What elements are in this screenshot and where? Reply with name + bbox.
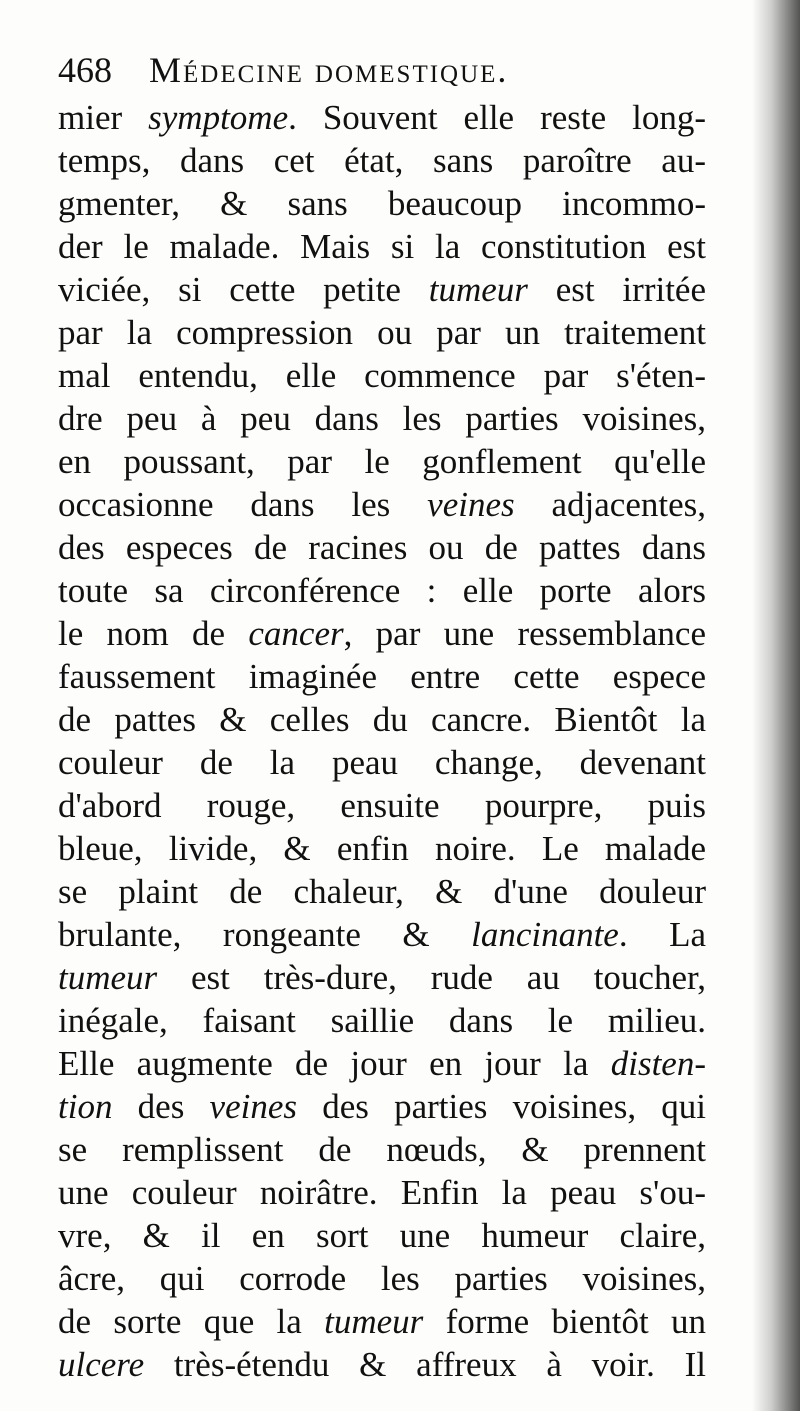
text-line	[58, 1257, 706, 1300]
text-segment: viciée, si cette petite	[58, 270, 429, 309]
text-segment: des especes de racines ou de pattes dans	[58, 528, 706, 567]
text-segment: forme bientôt un	[423, 1302, 706, 1341]
text-line	[58, 354, 706, 397]
text-line	[58, 1171, 706, 1214]
text-segment: toute sa circonférence : elle porte alors	[58, 571, 706, 610]
text-line	[58, 440, 706, 483]
italic-word: tion	[58, 1087, 113, 1126]
text-segment: âcre, qui corrode les parties voisines,	[58, 1259, 706, 1298]
text-line	[58, 268, 706, 311]
text-segment: est irritée	[527, 270, 706, 309]
text-segment: . Souvent elle reste long-	[288, 98, 706, 137]
text-line	[58, 784, 706, 827]
text-line	[58, 956, 706, 999]
text-line	[58, 612, 706, 655]
text-segment: gmenter, & sans beaucoup incommo-	[58, 184, 706, 223]
text-line	[58, 870, 706, 913]
text-segment: inégale, faisant saillie dans le milieu.	[58, 1001, 706, 1040]
text-segment: faussement imaginée entre cette espece	[58, 657, 706, 696]
italic-word: veines	[427, 485, 515, 524]
text-segment: dre peu à peu dans les parties voisines,	[58, 399, 706, 438]
text-segment: très-étendu & affreux à voir. Il	[144, 1345, 706, 1384]
text-line	[58, 698, 706, 741]
italic-word: lancinante	[471, 915, 619, 954]
text-segment: des parties voisines, qui	[297, 1087, 706, 1126]
page-edge-shadow	[752, 0, 800, 1411]
italic-word: tumeur	[58, 958, 158, 997]
text-line	[58, 526, 706, 569]
text-segment: se plaint de chaleur, & d'une douleur	[58, 872, 706, 911]
text-segment: une couleur noirâtre. Enfin la peau s'ou-	[58, 1173, 706, 1212]
text-line	[58, 741, 706, 784]
text-segment: Elle augmente de jour en jour la	[58, 1044, 611, 1083]
italic-word: ulcere	[58, 1345, 145, 1384]
text-line	[58, 397, 706, 440]
italic-word: symptome	[148, 98, 289, 137]
text-segment: par la compression ou par un traitement	[58, 313, 706, 352]
text-line	[58, 1343, 706, 1386]
running-head	[58, 44, 718, 96]
text-line	[58, 139, 706, 182]
text-line	[58, 311, 706, 354]
text-line	[58, 913, 706, 956]
text-line	[58, 483, 706, 526]
text-segment: en poussant, par le gonflement qu'elle	[58, 442, 706, 481]
text-line	[58, 1128, 706, 1171]
text-line	[58, 999, 706, 1042]
text-segment: couleur de la peau change, devenant	[58, 743, 706, 782]
text-line	[58, 827, 706, 870]
page-number: 468	[58, 50, 112, 90]
running-title: Médecine domestique.	[149, 50, 509, 90]
text-line	[58, 182, 706, 225]
italic-word: tumeur	[428, 270, 528, 309]
text-segment: de pattes & celles du cancre. Bientôt la	[58, 700, 706, 739]
text-segment: d'abord rouge, ensuite pourpre, puis	[58, 786, 706, 825]
text-line	[58, 1085, 706, 1128]
italic-word: cancer	[248, 614, 344, 653]
italic-word: veines	[209, 1087, 297, 1126]
text-segment: brulante, rongeante &	[58, 915, 472, 954]
text-line	[58, 1214, 706, 1257]
italic-word: tumeur	[324, 1302, 424, 1341]
text-segment: , par une ressemblance	[343, 614, 706, 653]
text-segment: mal entendu, elle commence par s'éten-	[58, 356, 706, 395]
text-segment: le nom de	[58, 614, 249, 653]
text-segment: est très-dure, rude au toucher,	[157, 958, 706, 997]
text-segment: vre, & il en sort une humeur claire,	[58, 1216, 706, 1255]
text-segment: bleue, livide, & enfin noire. Le malade	[58, 829, 706, 868]
text-line	[58, 96, 706, 139]
body-text	[58, 96, 706, 1386]
text-segment: se remplissent de nœuds, & prennent	[58, 1130, 706, 1169]
text-segment: . La	[618, 915, 706, 954]
text-line	[58, 569, 706, 612]
text-line	[58, 1300, 706, 1343]
text-segment: des	[112, 1087, 210, 1126]
text-line	[58, 655, 706, 698]
text-line	[58, 1042, 706, 1085]
text-line	[58, 225, 706, 268]
text-segment: mier	[58, 98, 149, 137]
text-segment: der le malade. Mais si la constitution est	[58, 227, 706, 266]
text-segment: adjacentes,	[514, 485, 706, 524]
text-segment: de sorte que la	[58, 1302, 325, 1341]
italic-word: disten-	[610, 1044, 706, 1083]
text-segment: temps, dans cet état, sans paroître au-	[58, 141, 706, 180]
text-segment: occasionne dans les	[58, 485, 428, 524]
